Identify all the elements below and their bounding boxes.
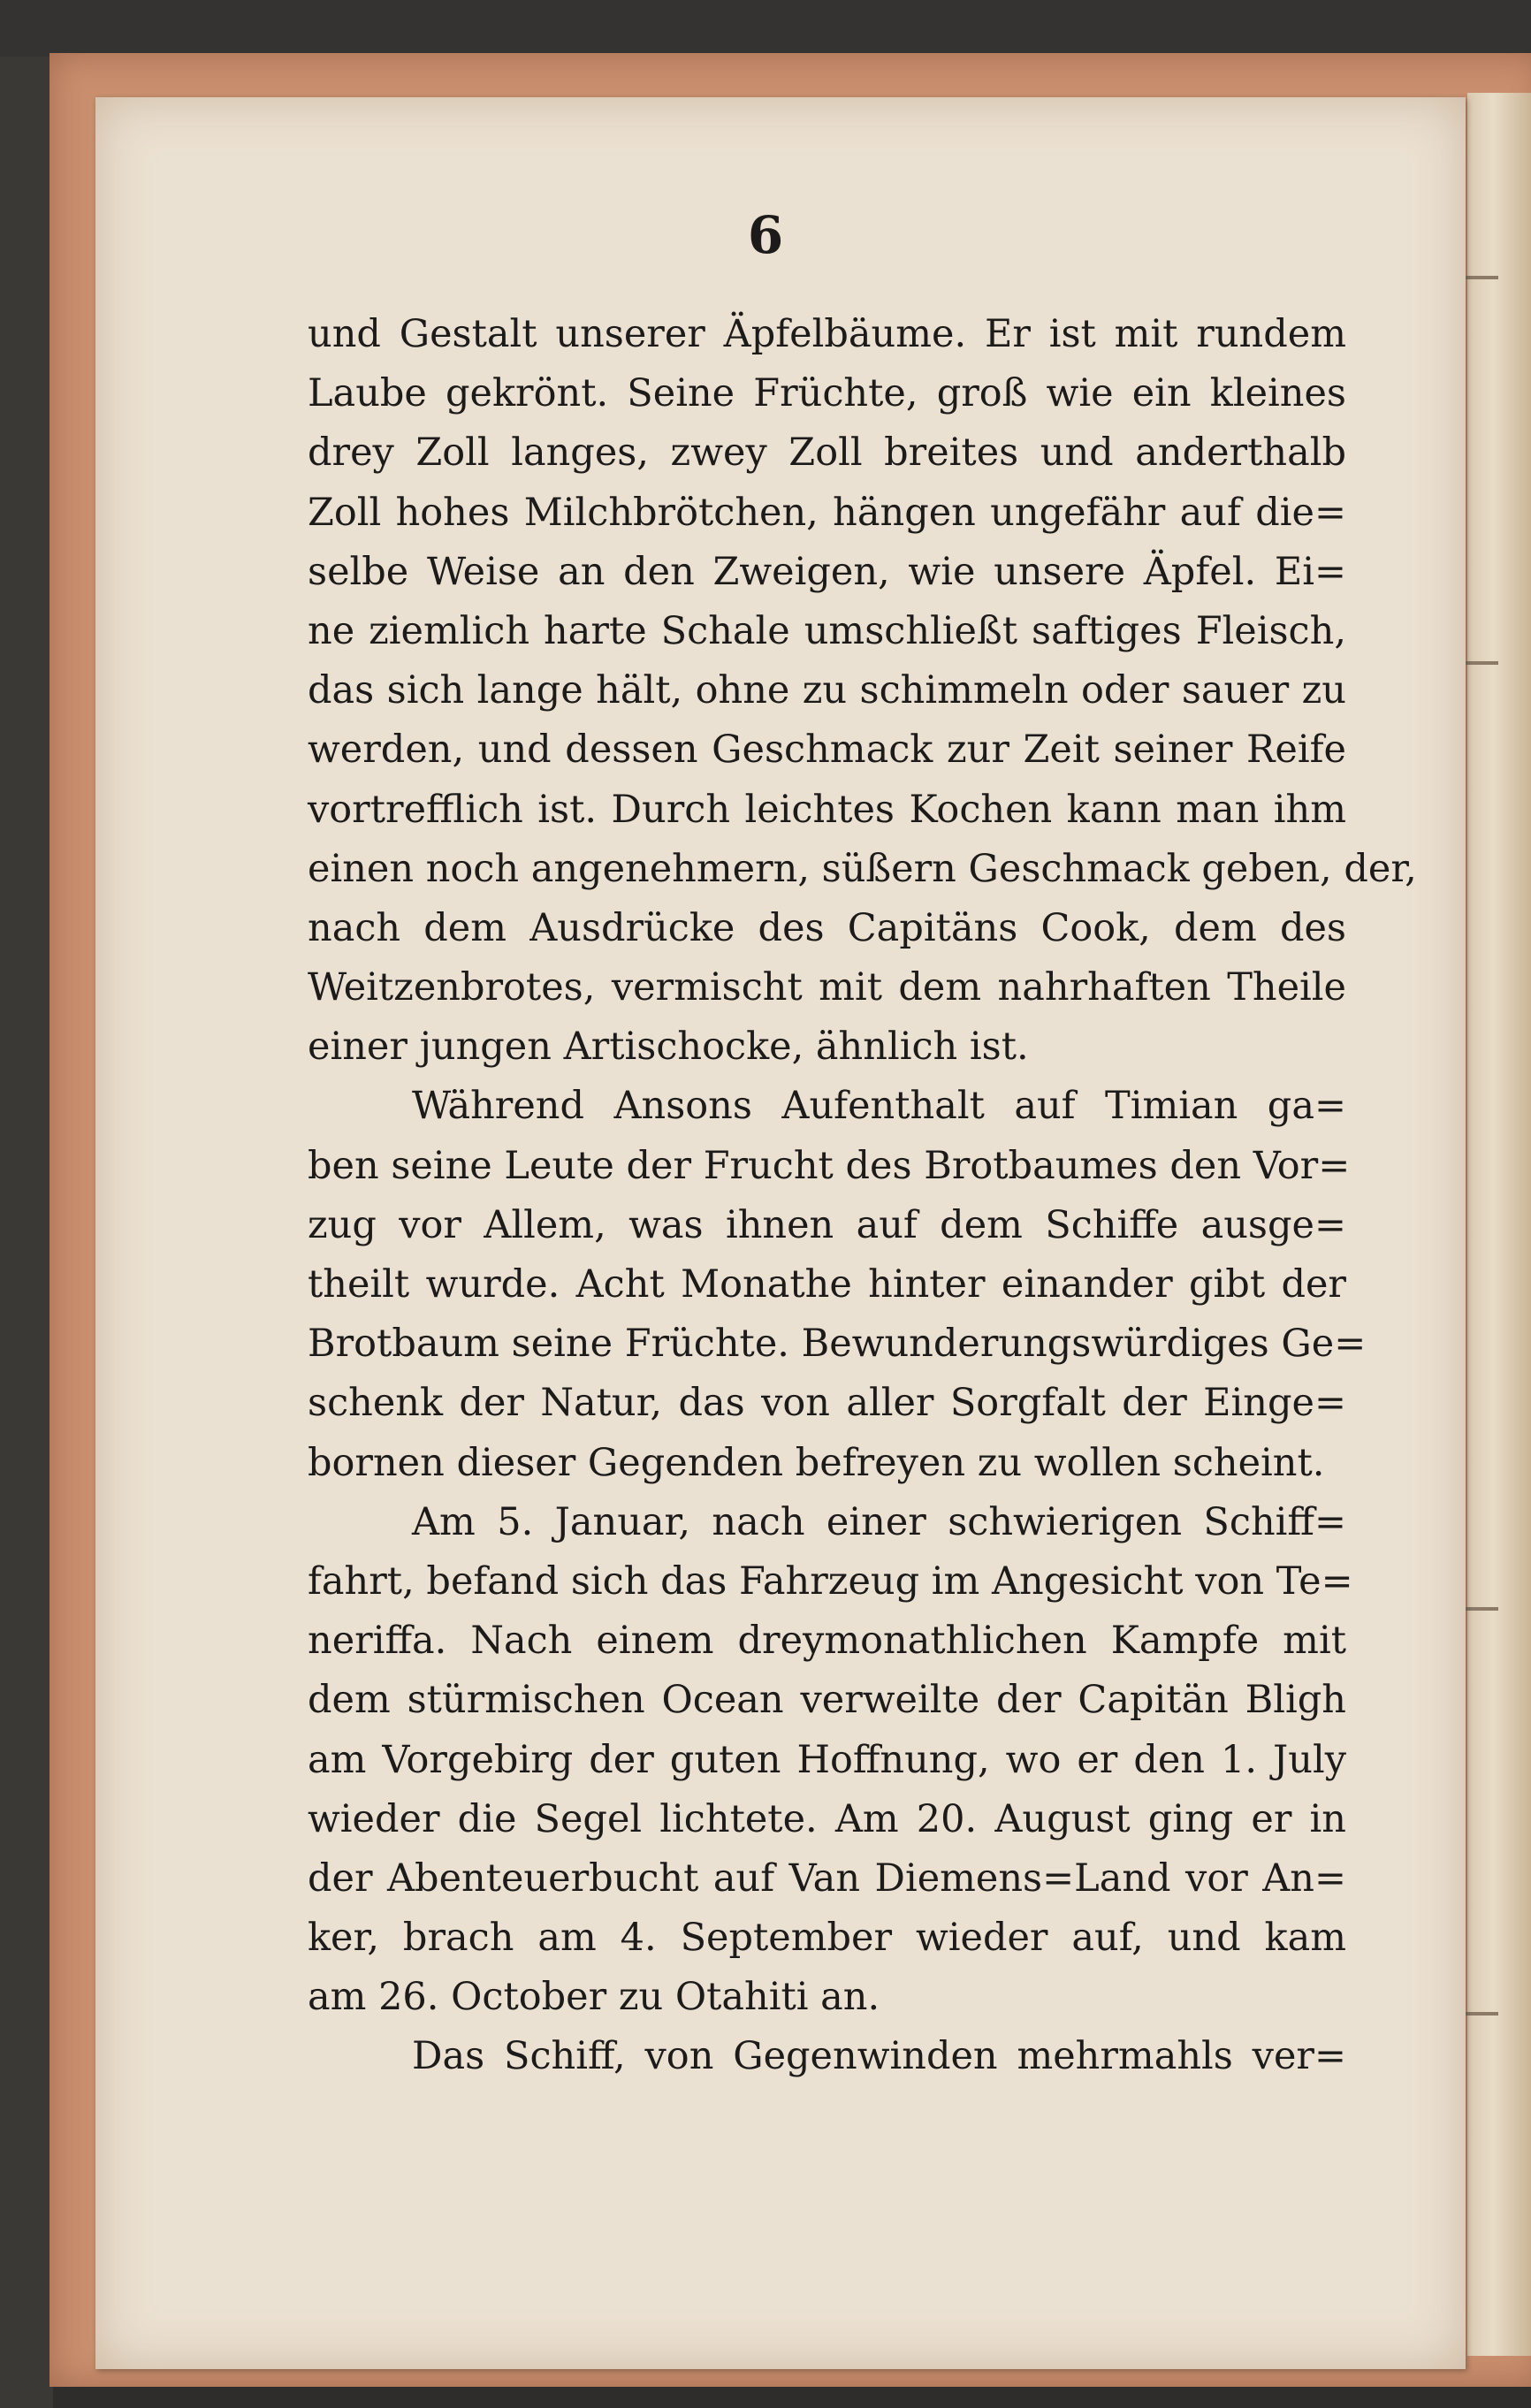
- text-line: vortrefflich ist. Durch leichtes Kochen kann man ihm: [308, 787, 1346, 832]
- text-line: einer jungen Artischocke, ähnlich ist.: [308, 1025, 1029, 1070]
- text-line: Laube gekrönt. Seine Früchte, groß wie ein kleines: [308, 371, 1346, 416]
- text-line: am Vorgebirg der guten Hoffnung, wo er den 1. July: [308, 1737, 1346, 1782]
- text-line: Weitzenbrotes, vermischt mit dem nahrhaften Theile: [308, 965, 1346, 1010]
- text-line: ne ziemlich harte Schale umschließt saftiges Fleisch,: [308, 608, 1346, 653]
- text-line: zug vor Allem, was ihnen auf dem Schiffe ausge=: [308, 1202, 1346, 1247]
- text-line: der Abenteuerbucht auf Van Diemens=Land vor An=: [308, 1856, 1346, 1901]
- text-line: theilt wurde. Acht Monathe hinter einander gibt der: [308, 1262, 1346, 1307]
- text-line: Während Ansons Aufenthalt auf Timian ga=: [412, 1084, 1346, 1129]
- text-line: Brotbaum seine Früchte. Bewunderungswürdiges Ge=: [308, 1322, 1367, 1367]
- background-top: [0, 0, 1531, 57]
- text-line: neriffa. Nach einem dreymonathlichen Kampfe mit: [308, 1619, 1346, 1664]
- text-line: Das Schiff, von Gegenwinden mehrmahls ver=: [412, 2034, 1346, 2079]
- body-text: [308, 305, 1417, 2087]
- text-line: nach dem Ausdrücke des Capitäns Cook, dem des: [308, 905, 1346, 950]
- text-line: selbe Weise an den Zweigen, wie unsere Äpfel. Ei=: [308, 549, 1346, 594]
- text-line: das sich lange hält, ohne zu schimmeln oder sauer zu: [308, 668, 1346, 713]
- text-line: werden, und dessen Geschmack zur Zeit seiner Reife: [308, 728, 1346, 773]
- text-line: bornen dieser Gegenden befreyen zu wollen scheint.: [308, 1440, 1325, 1485]
- text-line: Am 5. Januar, nach einer schwierigen Schiff=: [412, 1499, 1346, 1544]
- page-edges: [1467, 93, 1531, 2356]
- text-line: dem stürmischen Ocean verweilte der Capitän Bligh: [308, 1678, 1346, 1723]
- text-line: fahrt, befand sich das Fahrzeug im Angesicht von Te=: [308, 1558, 1353, 1604]
- text-line: und Gestalt unserer Äpfelbäume. Er ist mit rundem: [308, 312, 1346, 356]
- text-line: am 26. October zu Otahiti an.: [308, 1975, 880, 2020]
- text-line: einen noch angenehmern, süßern Geschmack geben, der,: [308, 846, 1417, 891]
- text-line: ben seine Leute der Frucht des Brotbaumes den Vor=: [308, 1143, 1351, 1188]
- background: [0, 0, 53, 2408]
- text-line: schenk der Natur, das von aller Sorgfalt der Einge=: [308, 1381, 1346, 1426]
- text-line: Zoll hohes Milchbrötchen, hängen ungefähr auf die=: [308, 490, 1346, 535]
- text-line: drey Zoll langes, zwey Zoll breites und anderthalb: [308, 431, 1346, 476]
- text-line: ker, brach am 4. September wieder auf, und kam: [308, 1916, 1346, 1961]
- page-number: 6: [747, 205, 784, 265]
- text-line: wieder die Segel lichtete. Am 20. August ging er in: [308, 1796, 1346, 1841]
